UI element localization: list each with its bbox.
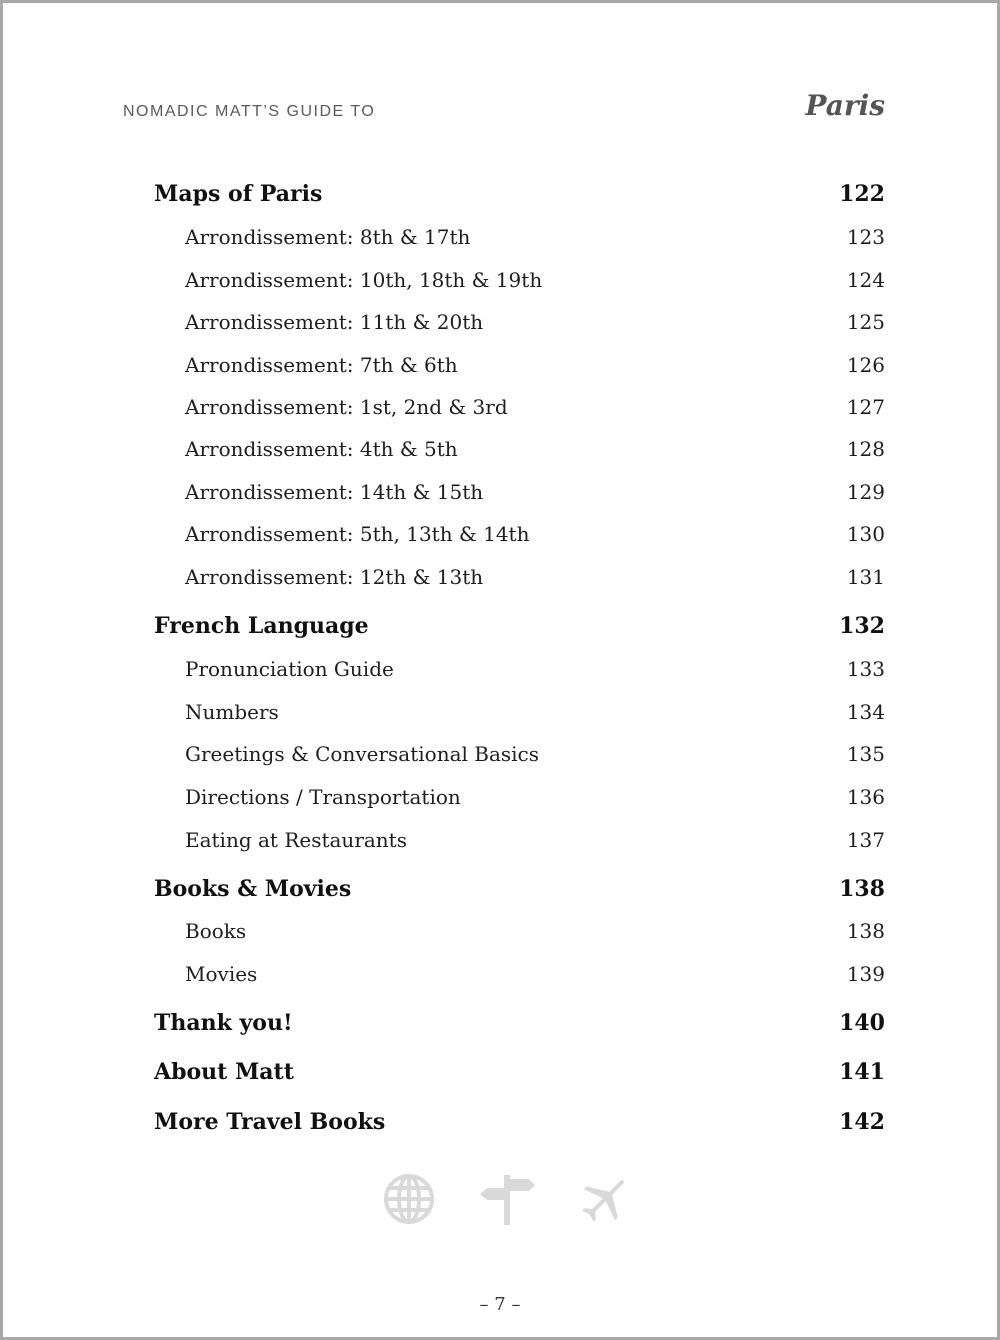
toc-subentry-title: Arrondissement: 10th, 18th & 19th [185, 268, 543, 292]
toc-entry-more-travel-books[interactable] [154, 1109, 885, 1135]
toc-subentry[interactable] [185, 310, 885, 334]
toc-entry-title: Maps of Paris [154, 181, 323, 207]
toc-subentry-title: Movies [185, 962, 258, 986]
toc-subentry-title: Numbers [185, 700, 279, 724]
toc-subentry[interactable] [185, 785, 885, 809]
toc-subentry-title: Arrondissement: 8th & 17th [185, 225, 471, 249]
signpost-icon [477, 1171, 537, 1227]
airplane-icon [577, 1171, 633, 1227]
toc-subentry-page: 134 [846, 700, 885, 724]
toc-entry-about-matt[interactable] [154, 1059, 885, 1085]
toc-subentry-page: 138 [846, 919, 885, 943]
toc-subentry-title: Eating at Restaurants [185, 828, 407, 852]
toc-subentry-title: Greetings & Conversational Basics [185, 742, 539, 766]
toc-subentry[interactable] [185, 828, 885, 852]
toc-entry-title: Books & Movies [154, 876, 352, 902]
toc-subentry-title: Pronunciation Guide [185, 657, 394, 681]
toc-subentry-page: 139 [846, 962, 885, 986]
toc-entry-page: 122 [839, 181, 885, 207]
toc-subentry-title: Arrondissement: 7th & 6th [185, 353, 458, 377]
toc-entry-title: French Language [154, 613, 369, 639]
toc-subentry[interactable] [185, 657, 885, 681]
toc-entry-thank-you[interactable] [154, 1010, 885, 1036]
toc-subentry-page: 128 [846, 437, 885, 461]
toc-subentry-title: Arrondissement: 1st, 2nd & 3rd [185, 395, 508, 419]
toc-entry-title: Thank you! [154, 1010, 293, 1036]
guide-header-label: NOMADIC MATT’S GUIDE TO [123, 103, 376, 120]
toc-subentry[interactable] [185, 268, 885, 292]
toc-subentry-page: 127 [846, 395, 885, 419]
toc-subentry-page: 123 [846, 225, 885, 249]
page-number: – 7 – [479, 1294, 521, 1315]
toc-subentry[interactable] [185, 225, 885, 249]
toc-subentry-title: Arrondissement: 11th & 20th [185, 310, 484, 334]
toc-subentry-title: Books [185, 919, 247, 943]
toc-entry-books-movies[interactable] [154, 876, 885, 902]
toc-entry-title: More Travel Books [154, 1109, 386, 1135]
toc-entry-page: 141 [839, 1059, 885, 1085]
toc-subentry-title: Arrondissement: 12th & 13th [185, 565, 484, 589]
toc-subentry-page: 130 [846, 522, 885, 546]
toc-entry-page: 142 [839, 1109, 885, 1135]
toc-entry-page: 138 [839, 876, 885, 902]
toc-subentry[interactable] [185, 962, 885, 986]
toc-subentry-title: Directions / Transportation [185, 785, 461, 809]
toc-subentry[interactable] [185, 395, 885, 419]
toc-subentry-title: Arrondissement: 5th, 13th & 14th [185, 522, 530, 546]
city-title: Paris [805, 89, 885, 122]
toc-entry-page: 132 [839, 613, 885, 639]
decorative-icons [381, 1171, 631, 1227]
toc-subentry[interactable] [185, 700, 885, 724]
toc-subentry-page: 129 [846, 480, 885, 504]
toc-subentry-page: 126 [846, 353, 885, 377]
toc-subentry[interactable] [185, 742, 885, 766]
toc-subentry-page: 131 [846, 565, 885, 589]
globe-icon [381, 1171, 437, 1227]
toc-entry-maps[interactable] [154, 181, 885, 207]
toc-subentry-page: 124 [846, 268, 885, 292]
toc-subentry[interactable] [185, 565, 885, 589]
toc-subentry[interactable] [185, 353, 885, 377]
toc-subentry[interactable] [185, 480, 885, 504]
toc-entry-title: About Matt [154, 1059, 294, 1085]
toc-subentry[interactable] [185, 437, 885, 461]
toc-subentry-page: 136 [846, 785, 885, 809]
toc-entry-page: 140 [839, 1010, 885, 1036]
toc-subentry-page: 125 [846, 310, 885, 334]
toc-subentry-page: 133 [846, 657, 885, 681]
toc-subentry[interactable] [185, 919, 885, 943]
toc-entry-french-language[interactable] [154, 613, 885, 639]
toc-subentry-title: Arrondissement: 14th & 15th [185, 480, 484, 504]
toc-subentry-title: Arrondissement: 4th & 5th [185, 437, 458, 461]
toc-subentry[interactable] [185, 522, 885, 546]
toc-subentry-page: 137 [846, 828, 885, 852]
toc-subentry-page: 135 [846, 742, 885, 766]
